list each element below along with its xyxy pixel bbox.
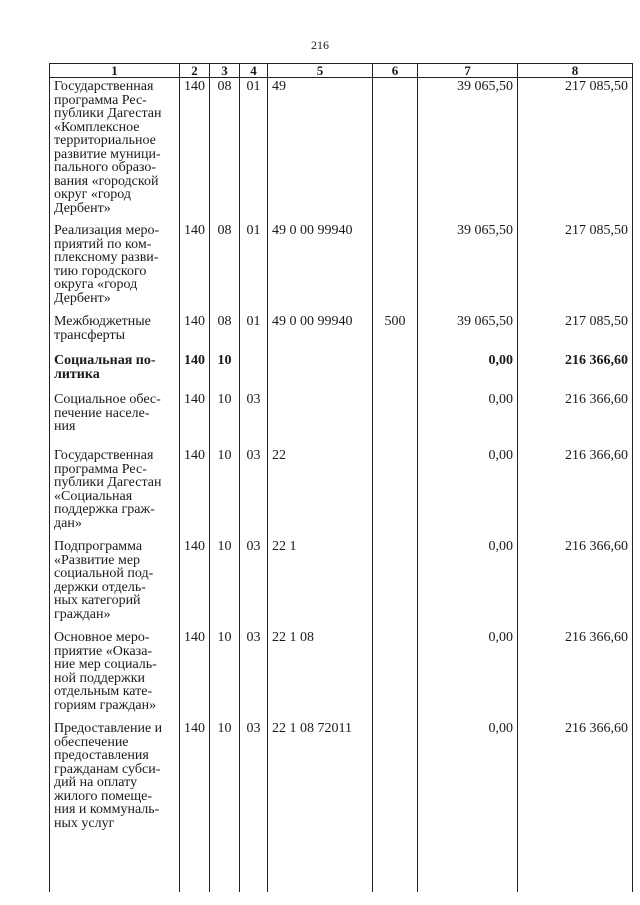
row-name-line: дан» — [54, 515, 82, 531]
col-header-5: 5 — [268, 64, 373, 78]
row-name-line: обеспечение — [54, 734, 129, 750]
section-code: 10 — [210, 538, 240, 629]
row-name-line: Межбюджетные — [54, 314, 151, 329]
amount-total: 216 366,60 — [518, 538, 633, 629]
section-code: 10 — [210, 391, 240, 447]
row-name-line: гражданам субси- — [54, 761, 161, 777]
row-name — [50, 538, 180, 629]
col-header-6: 6 — [373, 64, 418, 78]
expense-type-code: 500 — [373, 313, 418, 352]
row-name-line: развитие муници- — [54, 146, 161, 162]
section-code: 08 — [210, 313, 240, 352]
amount-total: 217 085,50 — [518, 222, 633, 313]
subsection-code: 01 — [240, 313, 268, 352]
amount-change: 0,00 — [418, 447, 518, 538]
target-article-code: 22 1 — [268, 538, 373, 629]
section-code: 10 — [210, 629, 240, 720]
row-name-line: программа Рес- — [54, 461, 147, 477]
row-name-line: приятий по ком- — [54, 236, 152, 252]
row-name-line: ной поддержки — [54, 670, 145, 686]
amount-total: 216 366,60 — [518, 352, 633, 391]
amount-change: 0,00 — [418, 720, 518, 892]
row-name-line: Социальное обес- — [54, 392, 161, 407]
row-name-line: ния и коммуналь- — [54, 802, 160, 817]
section-code: 08 — [210, 222, 240, 313]
row-name-line: «Развитие мер — [54, 552, 141, 568]
row-name-line: литика — [54, 366, 100, 382]
row-name-line: Государственная — [54, 448, 154, 463]
row-name-line: территориальное — [54, 133, 156, 148]
amount-change: 0,00 — [418, 391, 518, 447]
table-body — [50, 78, 633, 893]
amount-change: 0,00 — [418, 352, 518, 391]
admin-code: 140 — [180, 222, 210, 313]
row-name-line: отдельным кате- — [54, 684, 153, 699]
expense-type-code — [373, 538, 418, 629]
admin-code: 140 — [180, 538, 210, 629]
header-row — [50, 64, 633, 78]
row-name-line: поддержка граж- — [54, 502, 155, 517]
row-name-line: публики Дагестан — [54, 106, 162, 121]
amount-change: 39 065,50 — [418, 222, 518, 313]
table-row — [50, 629, 633, 720]
row-name-line: округа «город — [54, 277, 138, 292]
row-name — [50, 391, 180, 447]
expense-type-code — [373, 629, 418, 720]
amount-change: 39 065,50 — [418, 78, 518, 223]
row-name-line: ных категорий — [54, 593, 141, 608]
subsection-code: 03 — [240, 538, 268, 629]
admin-code: 140 — [180, 313, 210, 352]
row-name-line: гориям граждан» — [54, 697, 157, 713]
row-name-line: тию городского — [54, 263, 147, 279]
subsection-code: 03 — [240, 447, 268, 538]
row-name-line: программа Рес- — [54, 92, 147, 108]
table-row — [50, 538, 633, 629]
row-name-line: печение населе- — [54, 405, 150, 421]
col-header-8: 8 — [518, 64, 633, 78]
section-code: 10 — [210, 720, 240, 892]
expense-type-code — [373, 222, 418, 313]
table-row — [50, 352, 633, 391]
table-row — [50, 78, 633, 223]
page-number: 216 — [311, 38, 329, 52]
row-name-line: Основное меро- — [54, 630, 150, 645]
col-header-3: 3 — [210, 64, 240, 78]
row-name-line: социальной под- — [54, 566, 154, 581]
target-article-code: 22 1 08 72011 — [268, 720, 373, 892]
row-name-line: плексному разви- — [54, 250, 159, 265]
row-name-line: округ «город — [54, 187, 131, 202]
target-article-code: 49 0 00 99940 — [268, 313, 373, 352]
row-name — [50, 313, 180, 352]
row-name-line: вания «городской — [54, 173, 159, 189]
row-name-line: ние мер социаль- — [54, 657, 157, 672]
row-name-line: «Комплексное — [54, 119, 140, 135]
subsection-code: 03 — [240, 720, 268, 892]
admin-code: 140 — [180, 352, 210, 391]
amount-total: 216 366,60 — [518, 391, 633, 447]
target-article-code: 49 0 00 99940 — [268, 222, 373, 313]
row-name-line: граждан» — [54, 606, 111, 622]
amount-total: 217 085,50 — [518, 78, 633, 223]
row-name-line: ния — [54, 419, 76, 434]
admin-code: 140 — [180, 720, 210, 892]
col-header-2: 2 — [180, 64, 210, 78]
row-name-line: публики Дагестан — [54, 475, 162, 490]
expense-type-code — [373, 391, 418, 447]
subsection-code: 03 — [240, 629, 268, 720]
target-article-code: 49 — [268, 78, 373, 223]
amount-change: 0,00 — [418, 538, 518, 629]
row-name-line: «Социальная — [54, 488, 133, 504]
row-name-line: Предоставление и — [54, 721, 163, 736]
row-name-line: Дербент» — [54, 290, 111, 306]
row-name-line: Реализация меро- — [54, 223, 160, 238]
col-header-1: 1 — [50, 64, 180, 78]
target-article-code: 22 1 08 — [268, 629, 373, 720]
row-name — [50, 78, 180, 223]
admin-code: 140 — [180, 391, 210, 447]
expense-type-code — [373, 352, 418, 391]
section-code: 10 — [210, 352, 240, 391]
admin-code: 140 — [180, 629, 210, 720]
section-code: 10 — [210, 447, 240, 538]
amount-total: 216 366,60 — [518, 720, 633, 892]
admin-code: 140 — [180, 78, 210, 223]
row-name-line: Социальная по- — [54, 353, 156, 368]
col-header-4: 4 — [240, 64, 268, 78]
row-name-line: пального образо- — [54, 160, 157, 175]
col-header-7: 7 — [418, 64, 518, 78]
row-name — [50, 352, 180, 391]
expense-type-code — [373, 78, 418, 223]
subsection-code: 01 — [240, 78, 268, 223]
target-article-code — [268, 352, 373, 391]
row-name — [50, 222, 180, 313]
target-article-code — [268, 391, 373, 447]
row-name-line: приятие «Оказа- — [54, 643, 153, 659]
row-name-line: жилого помеще- — [54, 788, 152, 804]
amount-total: 217 085,50 — [518, 313, 633, 352]
amount-total: 216 366,60 — [518, 447, 633, 538]
row-name-line: Подпрограмма — [54, 539, 143, 554]
row-name-line: ных услуг — [54, 815, 115, 831]
table-row — [50, 720, 633, 892]
row-name-line: дий на оплату — [54, 775, 138, 790]
table-row — [50, 447, 633, 538]
row-name — [50, 629, 180, 720]
row-name-line: Государственная — [54, 79, 154, 94]
subsection-code: 01 — [240, 222, 268, 313]
subsection-code — [240, 352, 268, 391]
expense-type-code — [373, 447, 418, 538]
expense-type-code — [373, 720, 418, 892]
table-row — [50, 313, 633, 352]
budget-table — [49, 63, 633, 892]
row-name-line: Дербент» — [54, 200, 111, 216]
row-name-line: трансферты — [54, 327, 126, 343]
section-code: 08 — [210, 78, 240, 223]
target-article-code: 22 — [268, 447, 373, 538]
row-name — [50, 720, 180, 892]
amount-change: 39 065,50 — [418, 313, 518, 352]
amount-total: 216 366,60 — [518, 629, 633, 720]
subsection-code: 03 — [240, 391, 268, 447]
row-name — [50, 447, 180, 538]
amount-change: 0,00 — [418, 629, 518, 720]
table-row — [50, 391, 633, 447]
row-name-line: держки отдель- — [54, 579, 146, 595]
row-name-line: предоставления — [54, 748, 149, 763]
table-row — [50, 222, 633, 313]
admin-code: 140 — [180, 447, 210, 538]
